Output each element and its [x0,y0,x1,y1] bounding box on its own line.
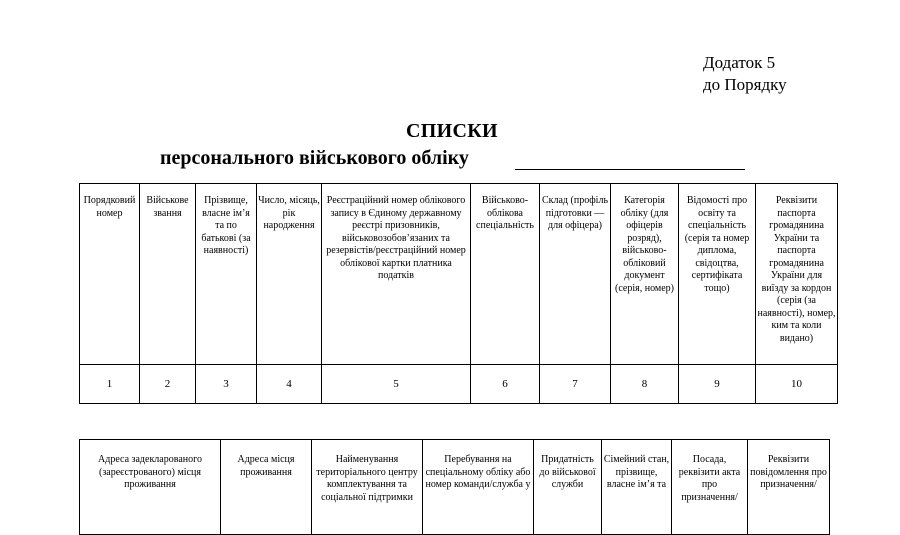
appendix-note [703,52,787,96]
table-2-header-cell: Адреса задекларованого (зареєстрованого) місця проживання [80,440,221,535]
table-1-header-cell: Реквізити паспорта громадянина України та паспорта громадянина України для виїзду за кордон (серія (за наявності), номер, ким та коли видано) [756,184,838,365]
table-1-header-cell: Число, місяць, рік народження [257,184,322,365]
table-1-header-cell: Склад (профіль підготовки — для офіцера) [540,184,611,365]
column-number: 4 [257,365,322,404]
table-2-header-cell: Реквізити повідомлення про призначення/ [748,440,830,535]
column-number: 7 [540,365,611,404]
table-1-header-cell: Реєстраційний номер облікового запису в Єдиному державному реєстрі призовників, військовозобов’язаних та резервістів/реєстраційний номер облікової картки платника податків [322,184,471,365]
column-number: 8 [611,365,679,404]
table-2-header-cell: Придатність до військової служби [534,440,602,535]
table-1-header-row [80,184,838,365]
personnel-table-2 [79,439,830,535]
column-number: 2 [140,365,196,404]
table-2-header-cell: Посада, реквізити акта про призначення/ [672,440,748,535]
table-2-header-row [80,440,830,535]
table-1-header-cell: Відомості про освіту та спеціальність (серія та номер диплома, свідоцтва, сертифіката тощо) [679,184,756,365]
table-1-header-cell: Категорія обліку (для офіцерів розряд), військово-обліковий документ (серія, номер) [611,184,679,365]
table-1-number-row [80,365,838,404]
column-number: 5 [322,365,471,404]
table-2-header-cell: Сімейний стан, прізвище, власне ім’я та [602,440,672,535]
table-1-header-cell: Прізвище, власне ім’я та по батькові (за наявності) [196,184,257,365]
table-2-header-cell: Перебування на спеціальному обліку або номер команди/служба у [423,440,534,535]
column-number: 1 [80,365,140,404]
title-blank-line [515,169,745,170]
title-subtitle: персонального військового обліку [160,147,469,169]
personnel-table-1 [79,183,838,404]
column-number: 10 [756,365,838,404]
table-1-header-cell: Військово-облікова спеціальність [471,184,540,365]
column-number: 9 [679,365,756,404]
table-1-header-cell: Військове звання [140,184,196,365]
appendix-line-1: Додаток 5 [703,53,776,72]
title-main: СПИСКИ [406,120,498,142]
column-number: 6 [471,365,540,404]
column-number: 3 [196,365,257,404]
table-1-header-cell: Порядковий номер [80,184,140,365]
table-2-header-cell: Найменування територіального центру комплектування та соціальної підтримки [312,440,423,535]
appendix-line-2: до Порядку [703,75,787,94]
table-2-header-cell: Адреса місця проживання [221,440,312,535]
